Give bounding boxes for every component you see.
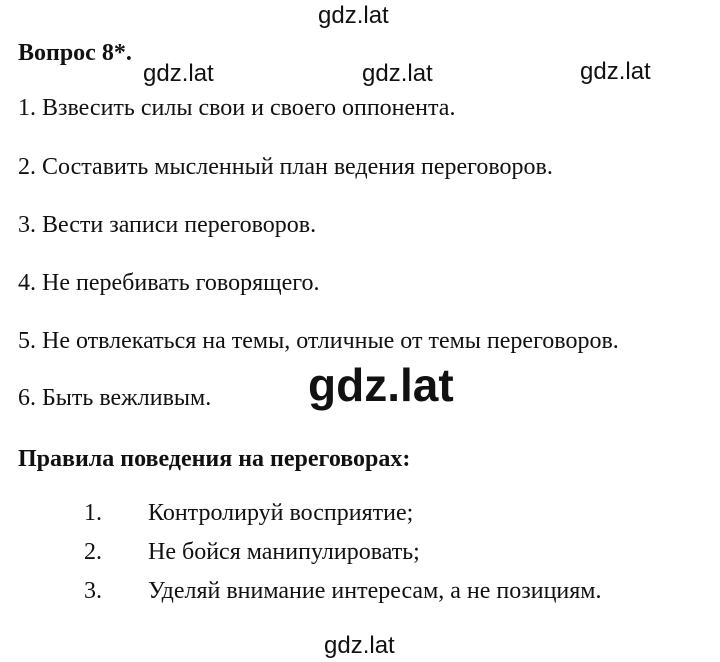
watermark-text-large: gdz.lat <box>308 359 454 411</box>
answer-item: 2. Составить мысленный план ведения переговоров. <box>18 154 553 180</box>
rule-number: 1. <box>84 500 102 526</box>
rule-text: Не бойся манипулировать; <box>148 539 420 565</box>
watermark-text: gdz.lat <box>362 60 433 87</box>
answer-item: 4. Не перебивать говорящего. <box>18 270 320 296</box>
question-title: Вопрос 8*. <box>18 40 132 66</box>
watermark-text: gdz.lat <box>580 58 651 85</box>
answer-item: 3. Вести записи переговоров. <box>18 212 317 238</box>
rules-title: Правила поведения на переговорах: <box>18 446 411 472</box>
rule-number: 2. <box>84 539 102 565</box>
watermark-text: gdz.lat <box>143 60 214 87</box>
answer-item: 6. Быть вежливым. <box>18 385 212 411</box>
watermark-text: gdz.lat <box>318 2 389 29</box>
answer-item: 5. Не отвлекаться на темы, отличные от темы переговоров. <box>18 328 619 354</box>
rule-text: Контролируй восприятие; <box>148 500 414 526</box>
watermark-text: gdz.lat <box>324 632 395 659</box>
rule-number: 3. <box>84 578 102 604</box>
rule-text: Уделяй внимание интересам, а не позициям. <box>148 578 602 604</box>
answer-item: 1. Взвесить силы свои и своего оппонента. <box>18 95 456 121</box>
